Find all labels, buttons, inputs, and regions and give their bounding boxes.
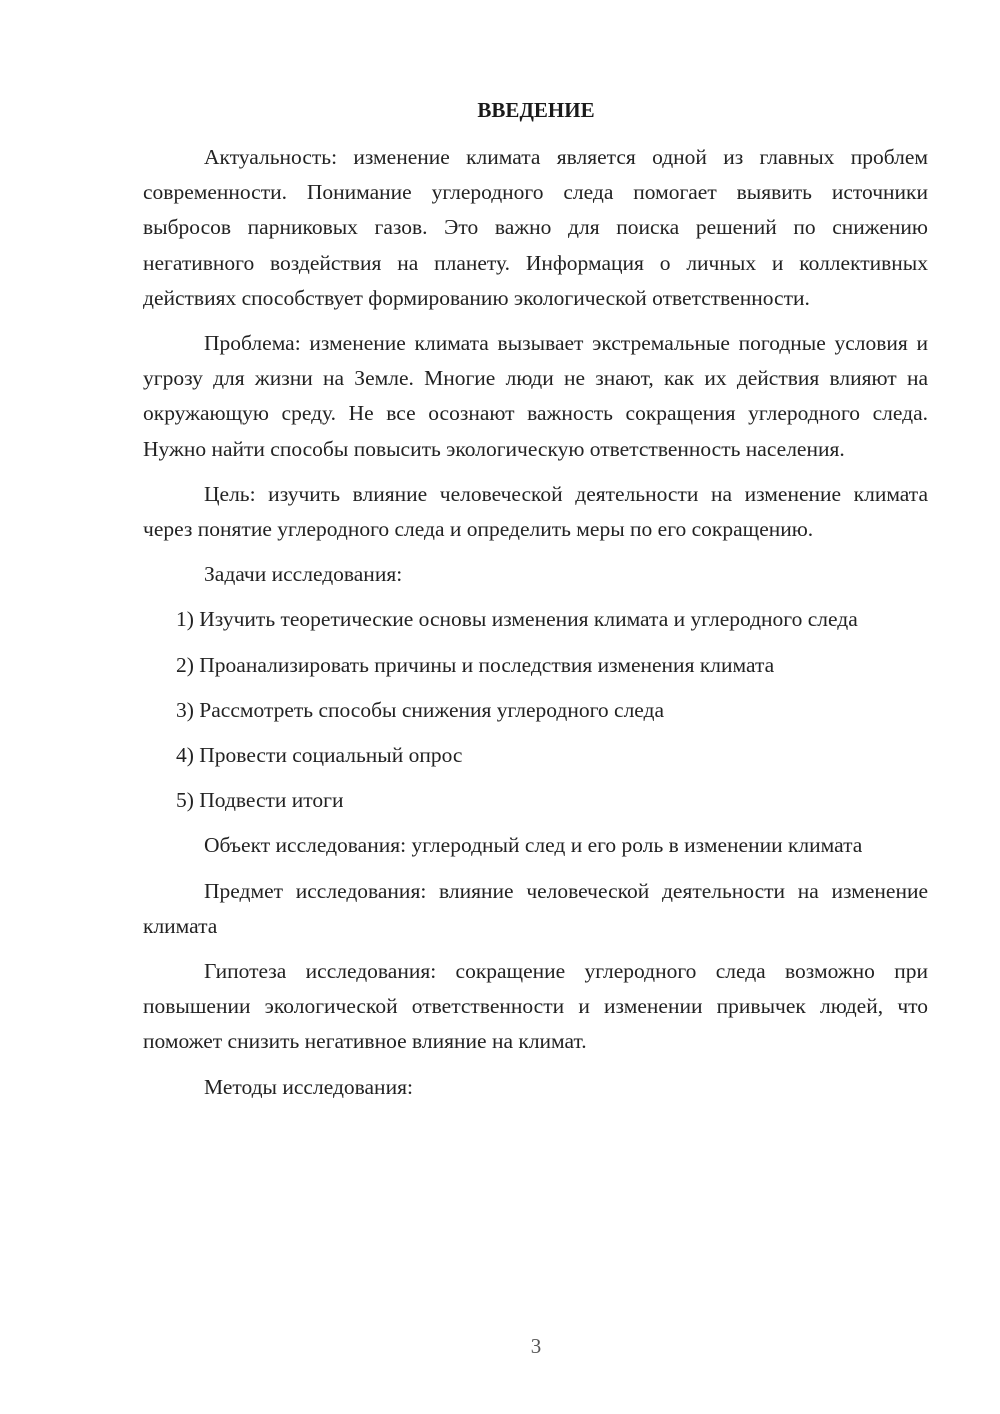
task-item: 1) Изучить теоретические основы изменения климата и углеродного следа [176,607,858,632]
paragraph-tasks-heading: Задачи исследования: [204,562,403,587]
section-title: ВВЕДЕНИЕ [477,98,595,122]
task-item: 4) Провести социальный опрос [176,743,463,768]
body-text [143,140,928,1115]
paragraph-object: Объект исследования: углеродный след и его роль в изменении климата [204,833,863,858]
task-item: 5) Подвести итоги [176,788,344,813]
paragraph-relevance: Актуальность: изменение климата является одной из главных проблем современности. Понимание углеродного следа помогает выявить источники выбросов парниковых газов. Это важно для поиска решений по снижению негативного воздействия на планету. Информация о личных и коллективных действиях способствует формированию экологической ответственности. [143,145,928,310]
paragraph-methods: Методы исследования: [204,1074,413,1099]
paragraph-subject: Предмет исследования: влияние человеческой деятельности на изменение климата [143,878,928,938]
paragraph-problem: Проблема: изменение климата вызывает экстремальные погодные условия и угрозу для жизни на Земле. Многие люди не знают, как их действия влияют на окружающую среду. Не все осознают важность сокращения углеродного следа. Нужно найти способы повысить экологическую ответственность населения. [143,331,928,461]
page-number: 3 [530,1334,542,1358]
task-item: 2) Проанализировать причины и последствия изменения климата [176,652,775,677]
paragraph-hypothesis: Гипотеза исследования: сокращение углеродного следа возможно при повышении экологической ответственности и изменении привычек людей, что поможет снизить негативное влияние на климат. [143,959,928,1054]
task-item: 3) Рассмотреть способы снижения углеродного следа [176,697,665,722]
paragraph-goal: Цель: изучить влияние человеческой деятельности на изменение климата через понятие углеродного следа и определить меры по его сокращению. [143,481,928,542]
